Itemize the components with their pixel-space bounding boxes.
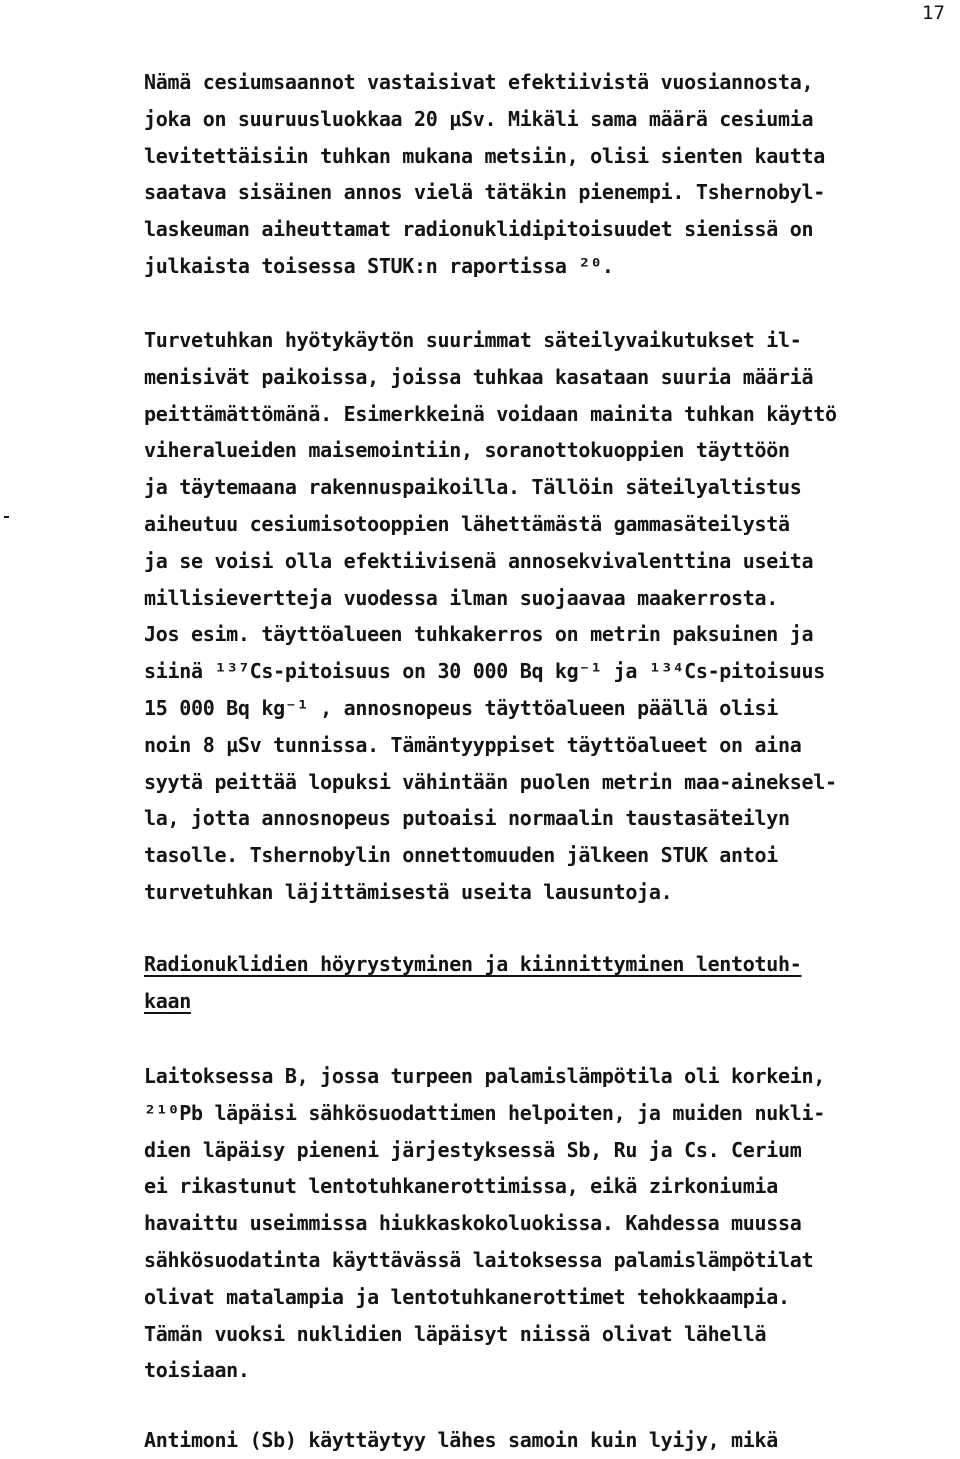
text-line: la, jotta annosnopeus putoaisi normaalin taustasäteilyn bbox=[144, 806, 790, 831]
text-line: ei rikastunut lentotuhkanerottimissa, eikä zirkoniumia bbox=[144, 1174, 779, 1199]
text-line: julkaista toisessa STUK:n raportissa ²⁰. bbox=[144, 253, 614, 278]
paragraph-peat-ash-utilization bbox=[144, 322, 959, 911]
text-line: viheralueiden maisemointiin, soranottokuoppien täyttöön bbox=[144, 438, 790, 463]
text-line: millisievertteja vuodessa ilman suojaavaa maakerrosta. bbox=[144, 585, 779, 610]
section-heading bbox=[144, 946, 959, 1020]
text-line: joka on suuruusluokkaa 20 µSv. Mikäli sama määrä cesiumia bbox=[144, 106, 814, 131]
text-line: turvetuhkan läjittämisestä useita lausuntoja. bbox=[144, 879, 673, 904]
text-line: ²¹⁰Pb läpäisi sähkösuodattimen helpoiten, ja muiden nukli- bbox=[144, 1100, 825, 1125]
text-line: olivat matalampia ja lentotuhkanerottimet tehokkaampia. bbox=[144, 1284, 790, 1309]
text-line: Laitoksessa B, jossa turpeen palamislämpötila oli korkein, bbox=[144, 1064, 825, 1088]
text-line: ja se voisi olla efektiivisenä annosekvivalenttina useita bbox=[144, 548, 814, 573]
paragraph-antimony bbox=[144, 1422, 959, 1459]
text-line: laskeuman aiheuttamat radionuklidipitoisuudet sienissä on bbox=[144, 217, 814, 242]
text-line: aiheutuu cesiumisotooppien lähettämästä gammasäteilystä bbox=[144, 511, 790, 536]
text-line: 15 000 Bq kg⁻¹ , annosnopeus täyttöalueen päällä olisi bbox=[144, 695, 779, 720]
text-line: saatava sisäinen annos vielä tätäkin pienempi. Tshernobyl- bbox=[144, 180, 825, 205]
margin-mark bbox=[4, 516, 9, 518]
text-line: tasolle. Tshernobylin onnettomuuden jälkeen STUK antoi bbox=[144, 843, 779, 868]
heading-line: kaan bbox=[144, 988, 191, 1013]
page-number: 17 bbox=[922, 2, 945, 24]
paragraph-cesium-intake bbox=[144, 64, 959, 285]
text-line: Jos esim. täyttöalueen tuhkakerros on metrin paksuinen ja bbox=[144, 622, 814, 647]
text-line: Tämän vuoksi nuklidien läpäisyt niissä olivat lähellä bbox=[144, 1321, 767, 1346]
text-line: havaittu useimmissa hiukkaskokoluokissa. Kahdessa muussa bbox=[144, 1211, 802, 1236]
text-line: peittämättömänä. Esimerkkeinä voidaan mainita tuhkan käyttö bbox=[144, 401, 837, 426]
text-line: dien läpäisy pieneni järjestyksessä Sb, Ru ja Cs. Cerium bbox=[144, 1137, 802, 1162]
text-line: siinä ¹³⁷Cs-pitoisuus on 30 000 Bq kg⁻¹ ja ¹³⁴Cs-pitoisuus bbox=[144, 659, 825, 684]
text-line: noin 8 µSv tunnissa. Tämäntyyppiset täyttöalueet on aina bbox=[144, 732, 802, 757]
text-line: Antimoni (Sb) käyttäytyy lähes samoin kuin lyijy, mikä bbox=[144, 1428, 779, 1452]
text-line: Nämä cesiumsaannot vastaisivat efektiivistä vuosiannosta, bbox=[144, 70, 814, 94]
text-line: toisiaan. bbox=[144, 1358, 250, 1383]
text-line: sähkösuodatinta käyttävässä laitoksessa palamislämpötilat bbox=[144, 1247, 814, 1272]
heading-line: Radionuklidien höyrystyminen ja kiinnittyminen lentotuh- bbox=[144, 952, 802, 976]
text-line: levitettäisiin tuhkan mukana metsiin, olisi sienten kautta bbox=[144, 143, 825, 168]
text-line: Turvetuhkan hyötykäytön suurimmat säteilyvaikutukset il- bbox=[144, 328, 802, 352]
paragraph-plant-b bbox=[144, 1058, 959, 1389]
text-line: syytä peittää lopuksi vähintään puolen metrin maa-aineksel- bbox=[144, 769, 837, 794]
text-line: ja täytemaana rakennuspaikoilla. Tällöin säteilyaltistus bbox=[144, 475, 802, 500]
text-line: menisivät paikoissa, joissa tuhkaa kasataan suuria määriä bbox=[144, 364, 814, 389]
